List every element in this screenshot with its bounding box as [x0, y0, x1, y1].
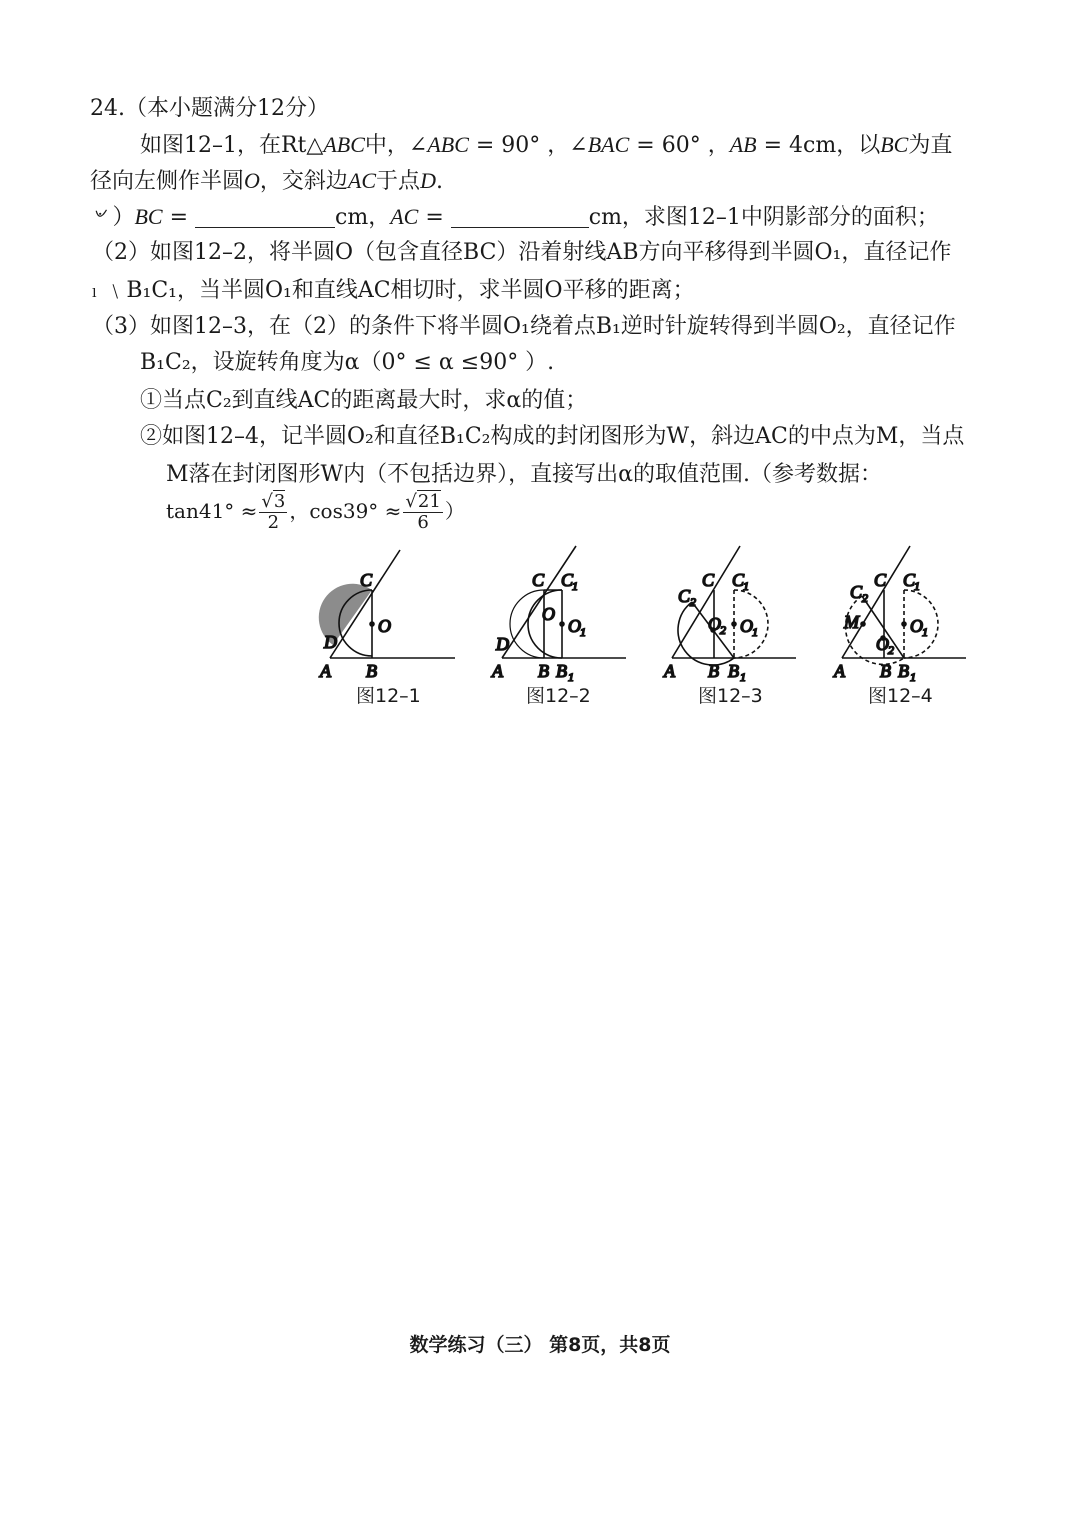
part-1-marker: ৺ ） — [92, 205, 135, 230]
problem-number: 24. — [90, 96, 125, 121]
math-var: ABC — [323, 132, 365, 157]
frac-denominator: 2 — [267, 512, 280, 533]
label-o2: O — [708, 614, 721, 634]
label-b1: B — [728, 661, 739, 681]
frac-numerator: 21 — [417, 491, 441, 512]
label-o2-sub: 2 — [888, 643, 894, 657]
ref-end: ） — [444, 499, 465, 523]
point-o1 — [732, 622, 736, 626]
part-3-question-1: ①当点C₂到直线AC的距离最大时，求α的值； — [140, 388, 588, 413]
part-1-text: = — [162, 205, 196, 230]
reference-data — [166, 492, 465, 533]
problem-score: （本小题满分12分） — [125, 96, 329, 121]
math-var: D — [420, 168, 436, 193]
figure-12-1-caption: 图12–1 — [356, 685, 421, 707]
label-c1: C — [903, 570, 916, 590]
part-1-text: cm， — [335, 205, 391, 230]
label-m: M — [844, 612, 859, 632]
part-2-line-1: （2）如图12–2，将半圆O（包含直径BC）沿着射线AB方向平移得到半圆O₁，直径记作 — [92, 240, 952, 265]
label-o1: O — [740, 616, 753, 636]
label-c1-sub: 1 — [572, 579, 578, 593]
math-var: BC — [134, 204, 163, 229]
label-c1-sub: 1 — [914, 579, 920, 593]
label-o2-sub: 2 — [720, 623, 726, 637]
ref-tan-text: tan41° ≈ — [166, 499, 258, 523]
label-o1: O — [910, 616, 923, 636]
label-b1-sub: 1 — [568, 670, 574, 684]
label-b1: B — [556, 661, 567, 681]
label-c1: C — [561, 570, 574, 590]
intro-text: 径向左侧作半圆 — [90, 169, 245, 194]
ref-cos-text: ，cos39° ≈ — [289, 499, 402, 523]
figures-svg — [300, 540, 1000, 690]
part-1 — [92, 202, 939, 233]
label-o1-sub: 1 — [752, 625, 758, 639]
label-o1: O — [568, 616, 581, 636]
semicircle-o — [510, 590, 544, 658]
label-b: B — [880, 661, 891, 681]
label-c1-sub: 1 — [743, 579, 749, 593]
figure-12-3 — [663, 546, 796, 684]
label-b: B — [538, 661, 549, 681]
intro-text: 如图12–1，在Rt△ — [140, 133, 324, 158]
frac-denominator: 6 — [417, 512, 429, 533]
part-2-line-2 — [92, 276, 695, 306]
label-d: D — [496, 634, 509, 654]
label-c: C — [360, 570, 373, 590]
label-c: C — [532, 570, 545, 590]
label-c: C — [874, 570, 887, 590]
intro-text: = 90° ，∠ — [468, 133, 588, 158]
intro-text: = 4cm，以 — [756, 133, 881, 158]
label-o2: O — [876, 634, 889, 654]
sqrt3-over-2: $\frac{√3}{2}$ — [261, 491, 286, 533]
label-d: D — [324, 632, 337, 652]
part-3-line-2: B₁C₂，设旋转角度为α（0° ≤ α ≤90° ）. — [140, 350, 555, 375]
intro-line-2 — [90, 166, 443, 197]
label-a: A — [492, 661, 503, 681]
figure-12-3-caption: 图12–3 — [698, 685, 763, 707]
label-o: O — [378, 616, 391, 636]
point-o1 — [902, 622, 906, 626]
label-a: A — [834, 661, 845, 681]
intro-text: 为直 — [908, 133, 953, 158]
label-a: A — [320, 661, 331, 681]
intro-text: 于点 — [376, 169, 421, 194]
part-3-question-2-line-2: M落在封闭图形W内（不包括边界），直接写出α的取值范围.（参考数据： — [166, 462, 882, 487]
part-3-question-2-line-1: ②如图12–4，记半圆O₂和直径B₁C₂构成的封闭图形为W，斜边AC的中点为M，当点 — [140, 424, 965, 449]
figure-12-2 — [491, 546, 626, 684]
intro-text: = 60° ， — [629, 133, 730, 158]
intro-text: 中，∠ — [364, 133, 428, 158]
point-m — [861, 622, 865, 626]
intro-text: . — [435, 169, 443, 194]
bc-answer-blank[interactable] — [195, 205, 335, 228]
math-var: ABC — [427, 132, 469, 157]
frac-numerator: 3 — [273, 491, 286, 512]
problem-header — [90, 94, 329, 124]
part-3-line-1: （3）如图12–3，在（2）的条件下将半圆O₁绕着点B₁逆时针旋转得到半圆O₂，直径记作 — [92, 314, 956, 339]
label-c2: C — [678, 586, 691, 606]
label-o1-sub: 1 — [922, 625, 928, 639]
part-1-text: = — [418, 205, 451, 230]
part-1-text: cm，求图12–1中阴影部分的面积； — [588, 205, 939, 230]
figure-12-4 — [833, 546, 966, 684]
semicircle-o1 — [528, 590, 562, 658]
label-b: B — [708, 661, 719, 681]
math-var: BAC — [587, 132, 630, 157]
intro-line-1 — [140, 130, 952, 161]
math-var: AB — [729, 132, 757, 157]
figure-12-2-caption: 图12–2 — [526, 685, 591, 707]
point-o1 — [560, 622, 564, 626]
part-2-text: B₁C₁，当半圆O₁和直线AC相切时，求半圆O平移的距离； — [126, 278, 695, 303]
label-b1-sub: 1 — [910, 670, 916, 684]
label-o: O — [542, 604, 555, 624]
line-ac — [502, 546, 576, 658]
label-c1: C — [732, 570, 745, 590]
point-o — [370, 622, 374, 626]
math-var: BC — [880, 132, 909, 157]
label-c: C — [702, 570, 715, 590]
math-var: AC — [347, 168, 377, 193]
figure-12-4-caption: 图12–4 — [868, 685, 933, 707]
label-o1-sub: 1 — [580, 625, 586, 639]
figure-12-1 — [319, 550, 455, 681]
label-c2-sub: 2 — [690, 595, 696, 609]
sqrt21-over-6: $\frac{√21}{6}$ — [405, 491, 441, 533]
page-footer: 数学练习（三） 第8页，共8页 — [409, 1334, 671, 1356]
label-b: B — [366, 661, 377, 681]
label-c2-sub: 2 — [862, 591, 868, 605]
label-c2: C — [850, 582, 863, 602]
math-var: AC — [390, 204, 419, 229]
label-b1: B — [898, 661, 909, 681]
math-var: O — [244, 168, 260, 193]
ac-answer-blank[interactable] — [451, 205, 589, 228]
label-a: A — [664, 661, 675, 681]
intro-text: ，交斜边 — [259, 169, 348, 194]
part-2-marker: ₗ ﹨ — [92, 278, 127, 303]
label-b1-sub: 1 — [740, 670, 746, 684]
